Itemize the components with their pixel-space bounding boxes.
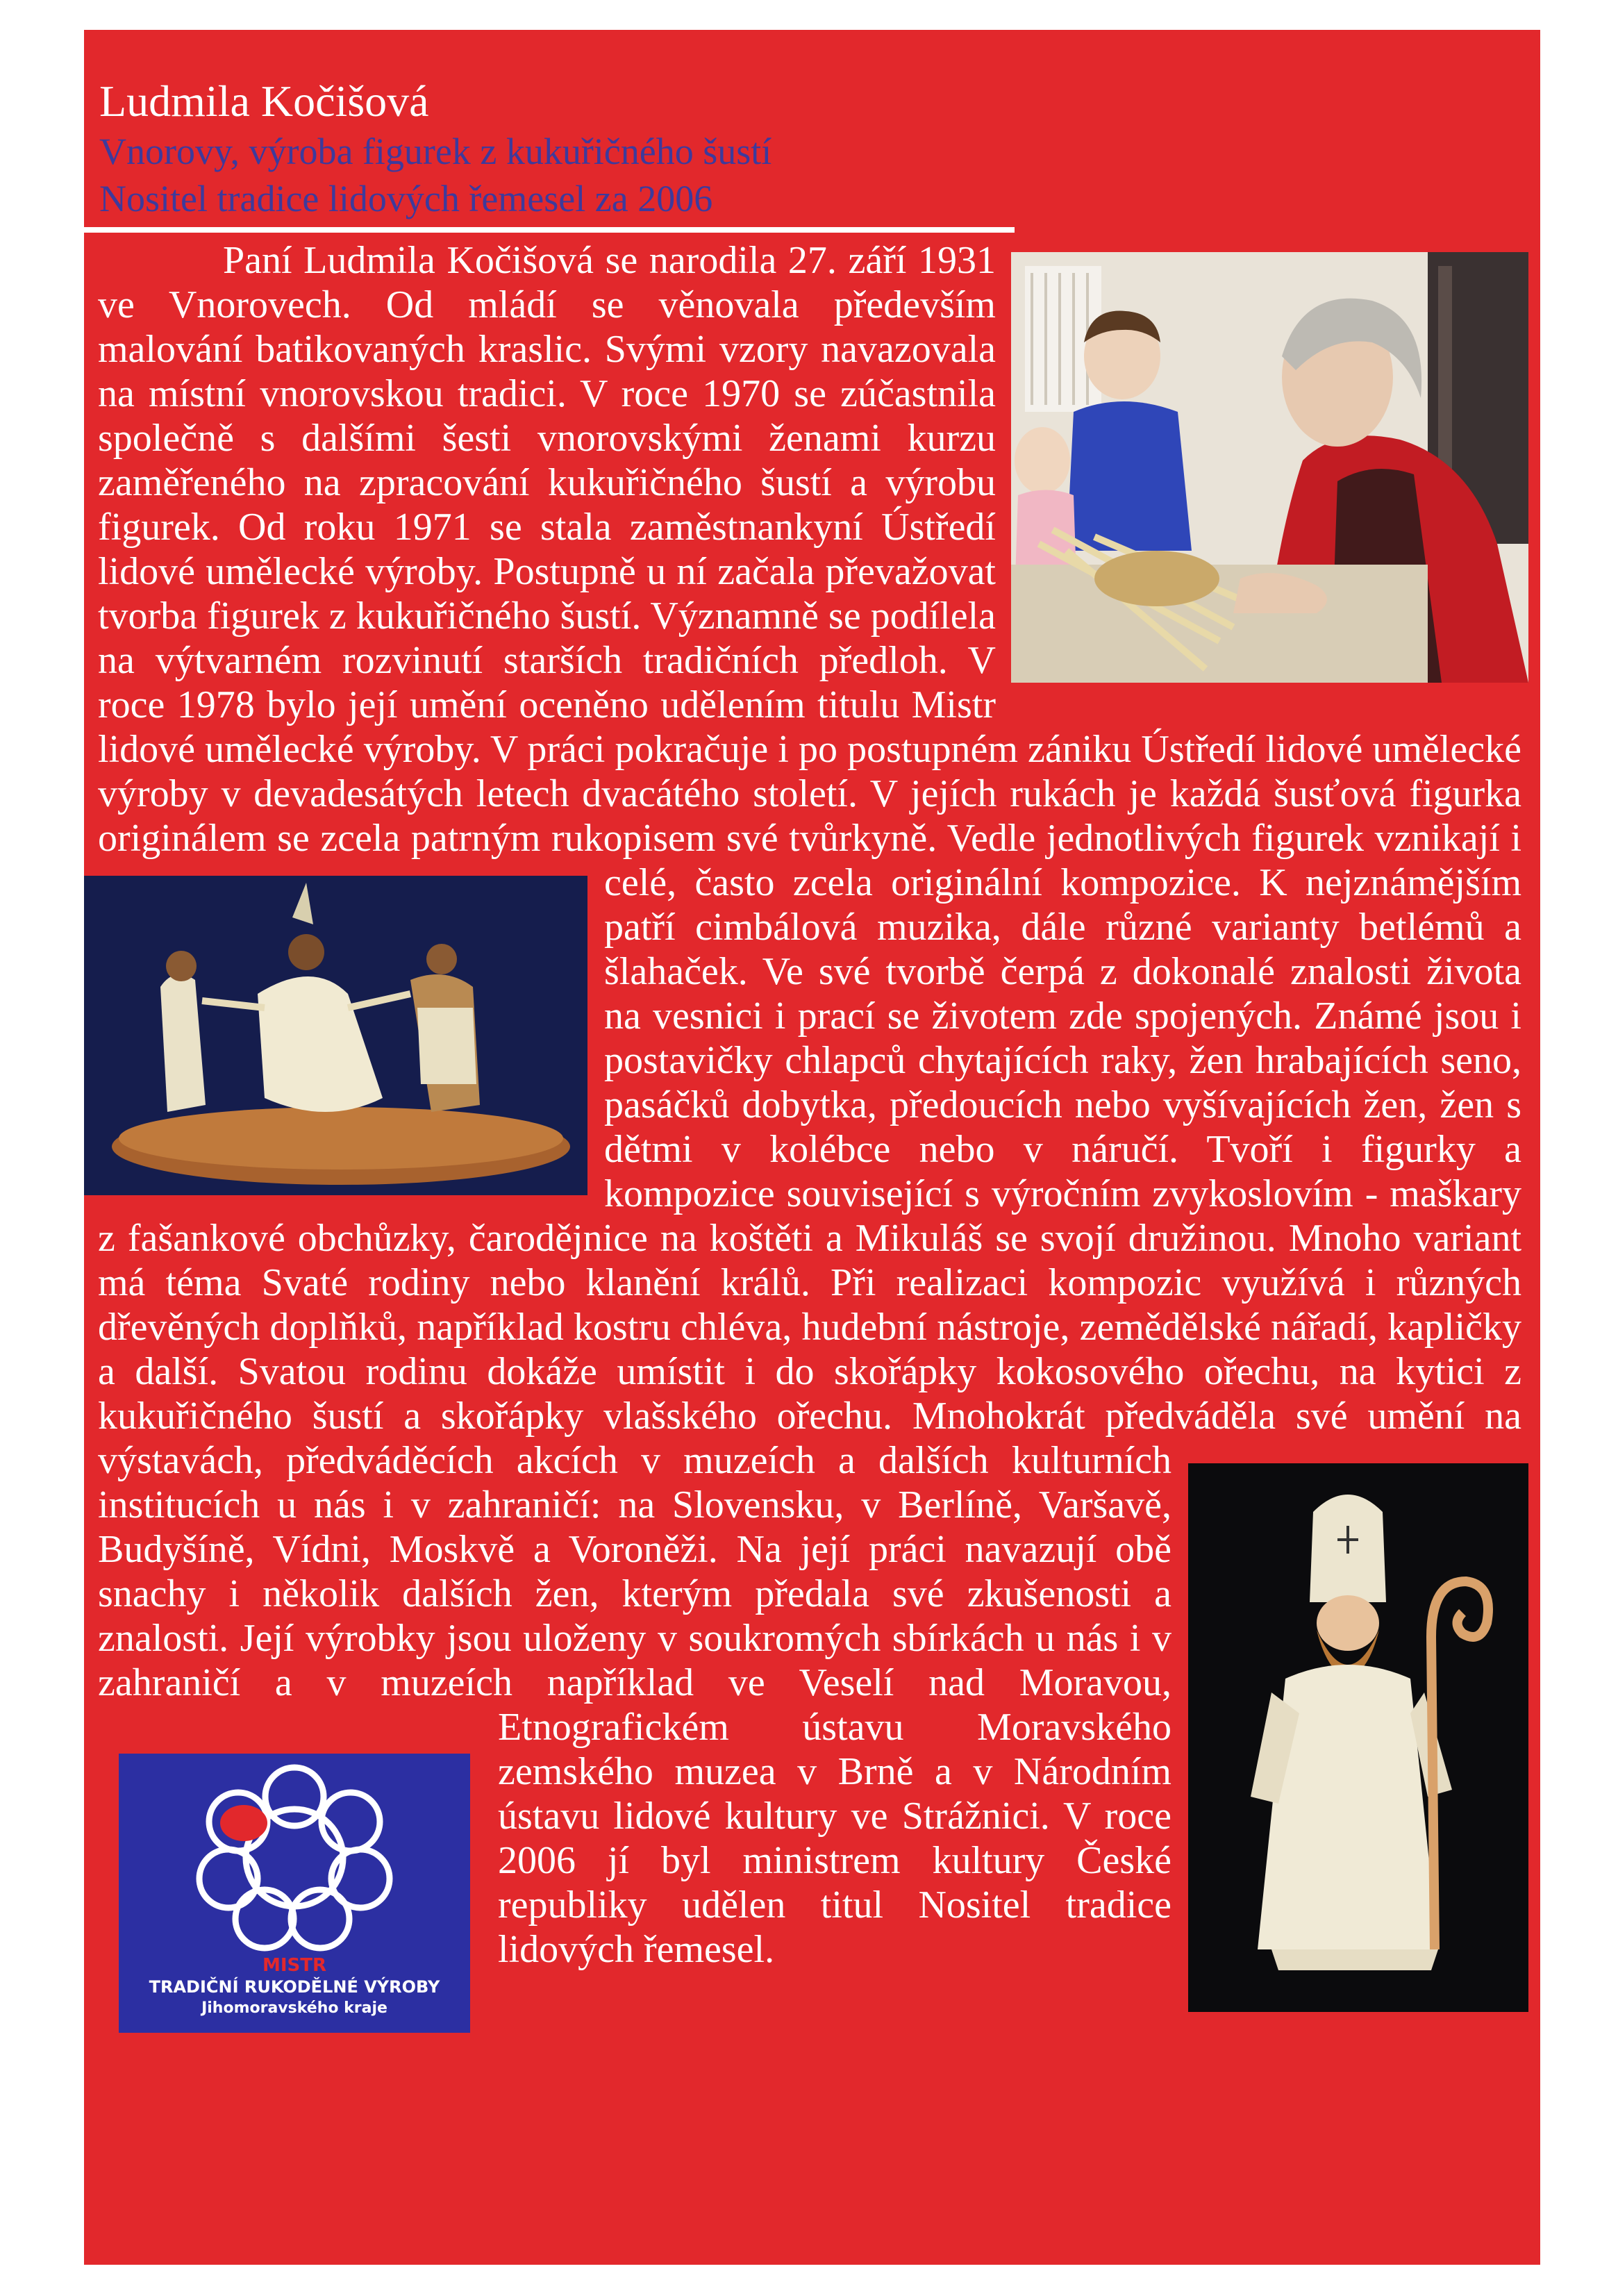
- photo-corn-husk-dancers: [84, 876, 587, 1195]
- photo-st-nicholas-figure: [1188, 1463, 1528, 2012]
- article-text: Paní Ludmila Kočišová se narodila 27. září 1931 ve Vnorovech. Od mládí se věnovala především malování batikovaných kraslic. Svými vzory navazovala na místní vnorovskou tradici. V roce 1970 se zúčastnila společně s dalšími šesti vnorovskými ženami kurzu zaměřeného na zpracování kukuřičného šustí a výrobu figurek. Od roku 1971 se stala zaměstnankyní Ústředí lidové umělecké výroby. Postupně u ní začala převažovat tvorba figurek z kukuřičného šustí. Významně se podílela na výtvarném rozvinutí starších tradičních předloh. V roce 1978 bylo její umění oceněno udělením titulu Mistr lidové umělecké výroby. V práci pokračuje i po postupném zániku Ústředí lidové umělecké výroby v devadesátých letech dvacátého století. V jejích rukách je každá šusťová figurka originálem se zcela patrným rukopisem své tvůrkyně. Vedle jednotlivých figurek vznikají i celé, často zcela originální kompozice. K nejznámějším patří cimbálová muzika, dále různé varianty betlémů a šlahaček. Ve své tvorbě čerpá z dokonalé znalosti života na vesnici i prací se životem zde spojených. Známé jsou i postavičky chlapců chytajících raky, žen hrabajících seno, pasáčků dobytka, předoucích nebo vyšívajících žen, žen s dětmi v kolébce nebo v náručí. Tvoří i figurky a kompozice související s výročním zvykoslovím - maškary z fašankové obchůzky, čarodějnice na koštěti a Mikuláš se svojí družinou. Mnoho variant má téma Svaté rodiny nebo klanění králů. Při realizaci kompozic využívá i různých dřevěných doplňků, například kostru chléva, hudební nástroje, zemědělské nářadí, kapličky a další. Svatou rodinu dokáže umístit i do skořápky kokosového ořechu, na kytici z kukuřičného šustí a skořápky vlašského ořechu. Mnohokrát předváděla své umění na výstavách, předváděcích akcích v muzeích a dalších kulturních institucích u nás i v zahraničí: na Slovensku, v Berlíně, Varšavě, Budyšíně, Vídni, Moskvě a Voroněži. Na její práci navazují obě snachy i několik dalších žen, kterým předala své zkušenosti a znalosti. Její výrobky jsou uloženy v soukromých sbírkách u nás i v zahraničí a v muzeích například ve Veselí nad Moravou, Etnografickém MISTR TRADIČNÍ RUKODĚLNÉ VÝROBY Jihomoravského kraje ústavu Moravského zemského muzea v Brně a v Národním ústavu lidové kultury ve Strážnici. V roce 2006 jí byl ministrem kultury České republiky udělen titul Nositel tradice lidových řemesel.: [98, 239, 1521, 1971]
- article-body: [98, 238, 1521, 2037]
- header-rule: [84, 227, 1015, 233]
- subtitle-award: Nositel tradice lidových řemesel za 2006: [99, 178, 713, 219]
- article-header: [99, 75, 1071, 222]
- photo-artisan-with-children: [1011, 252, 1528, 683]
- author-name: Ludmila Kočišová: [99, 76, 429, 126]
- logo-badge: MISTR: [262, 1955, 327, 1976]
- page-panel: [84, 30, 1540, 2265]
- logo-line-1: TRADIČNÍ RUKODĚLNÉ VÝROBY: [149, 1977, 440, 1997]
- logo-line-2: Jihomoravského kraje: [201, 1999, 387, 2017]
- flower-emblem-icon: [119, 1754, 470, 1955]
- subtitle-craft: Vnorovy, výroba figurek z kukuřičného šustí: [99, 131, 772, 172]
- mistr-logo: [119, 1754, 470, 2033]
